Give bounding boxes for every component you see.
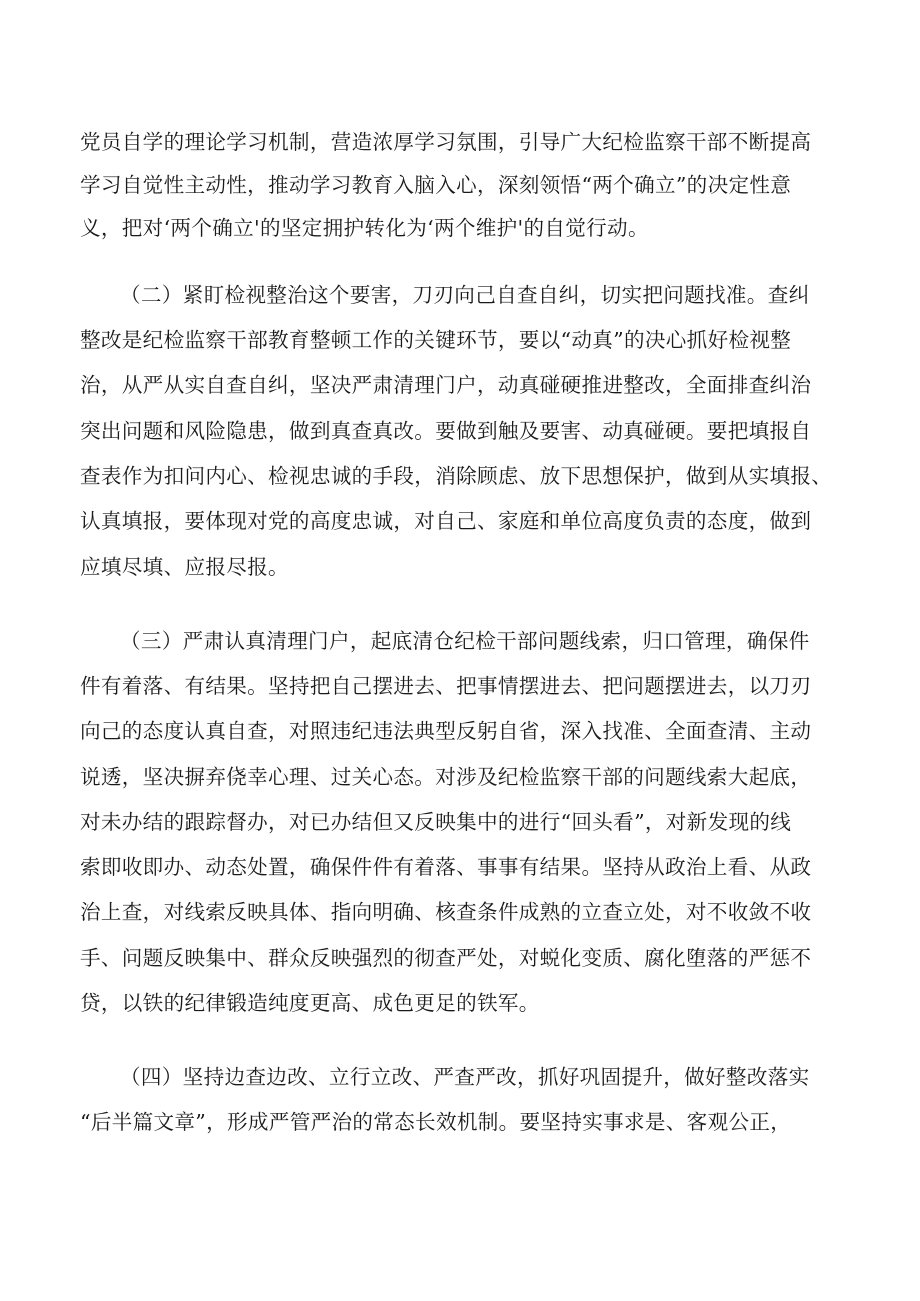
text-line: 党员自学的理论学习机制，营造浓厚学习氛围，引导广大纪检监察干部不断提高 bbox=[80, 130, 812, 154]
text-line: 索即收即办、动态处置，确保件件有着落、事事有结果。坚持从政治上看、从政 bbox=[80, 855, 812, 879]
text-line: 向己的态度认真自查，对照违纪违法典型反躬自省，深入找准、全面查清、主动 bbox=[80, 719, 812, 743]
text-line: 查表作为扣问内心、检视忠诚的手段，消除顾虑、放下思想保护，做到从实填报、 bbox=[80, 464, 833, 488]
text-line: 贷，以铁的纪律锻造纯度更高、成色更足的铁军。 bbox=[80, 991, 540, 1015]
text-line: 学习自觉性主动性，推动学习教育入脑入心，深刻领悟“两个确立”的决定性意 bbox=[80, 173, 792, 197]
text-line: 应填尽填、应报尽报。 bbox=[80, 555, 289, 579]
text-line: 件有着落、有结果。坚持把自己摆进去、把事情摆进去、把问题摆进去，以刀刃 bbox=[80, 674, 812, 698]
text-line: （二）紧盯检视整治这个要害，刀刃向己自查自纠，切实把问题找准。查纠 bbox=[120, 283, 810, 307]
text-line: 整改是纪检监察干部教育整顿工作的关键环节，要以“动真”的决心抓好检视整 bbox=[80, 328, 792, 352]
text-line: 突出问题和风险隐患，做到真查真改。要做到触及要害、动真碰硬。要把填报自 bbox=[80, 419, 812, 443]
text-line: 说透，坚决摒弃侥幸心理、过关心态。对涉及纪检监察干部的问题线索大起底， bbox=[80, 765, 812, 789]
text-line: “后半篇文章”，形成严管严治的常态长效机制。要坚持实事求是、客观公正， bbox=[80, 1110, 792, 1134]
text-line: （四）坚持边查边改、立行立改、严查严改，抓好巩固提升，做好整改落实 bbox=[120, 1065, 810, 1089]
text-line: 手、问题反映集中、群众反映强烈的彻查严处，对蜕化变质、腐化堕落的严惩不 bbox=[80, 946, 812, 970]
text-line: 对未办结的跟踪督办，对已办结但又反映集中的进行“回头看”，对新发现的线 bbox=[80, 810, 792, 834]
text-line: 义，把对‘两个确立'的坚定拥护转化为‘两个维护'的自觉行动。 bbox=[80, 216, 649, 240]
text-line: 治上查，对线索反映具体、指向明确、核查条件成熟的立查立处，对不收敛不收 bbox=[80, 900, 812, 924]
text-line: （三）严肃认真清理门户，起底清仓纪检干部问题线索，归口管理，确保件 bbox=[120, 629, 810, 653]
text-line: 治，从严从实自查自纠，坚决严肃清理门户，动真碰硬推进整改，全面排查纠治 bbox=[80, 373, 812, 397]
text-line: 认真填报，要体现对党的高度忠诚，对自己、家庭和单位高度负责的态度，做到 bbox=[80, 509, 812, 533]
